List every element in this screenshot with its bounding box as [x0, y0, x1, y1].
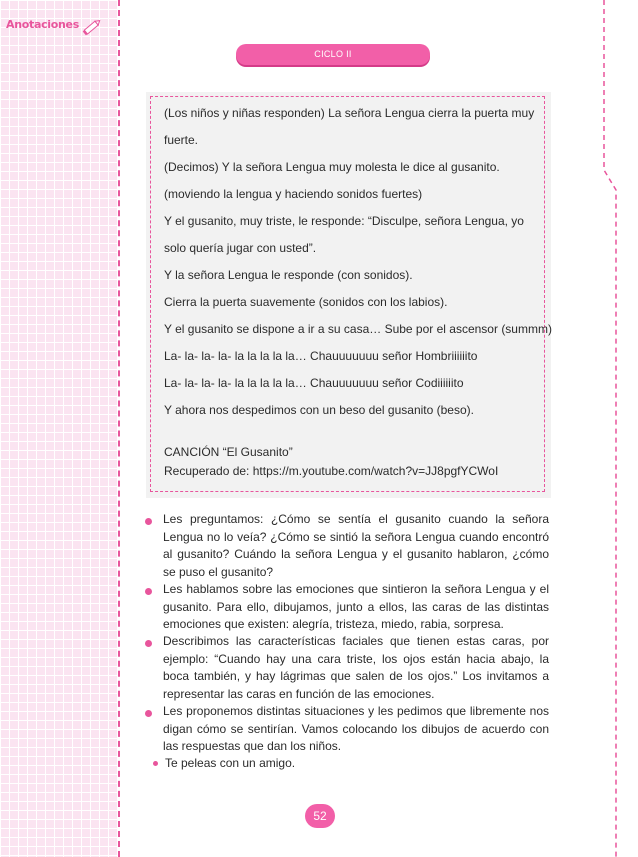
song-source: Recuperado de: https://m.youtube.com/watch?v=JJ8pgfYCWoI — [164, 464, 499, 478]
story-line: fuerte. — [164, 133, 199, 147]
bullet-text: Les proponemos distintas situaciones y les pedimos que libremente nos digan cómo se sentirían. Vamos colocando los dibujos de acuerdo con las respuestas que dan los niños. — [163, 704, 549, 753]
bullet-dot — [145, 588, 152, 595]
story-line: La- la- la- la- la la la la la… Chauuuuuuu señor Codiiiiiito — [164, 376, 464, 390]
bullet-dot — [145, 640, 152, 647]
story-line: (Los niños y niñas responden) La señora Lengua cierra la puerta muy — [164, 106, 535, 120]
story-box-border — [150, 96, 545, 492]
story-line: (moviendo la lengua y haciendo sonidos fuertes) — [164, 187, 423, 201]
story-line: solo quería jugar con usted”. — [164, 241, 317, 255]
margin-divider — [118, 0, 120, 857]
story-line: Y ahora nos despedimos con un beso del gusanito (beso). — [164, 403, 474, 417]
page-number: 52 — [313, 809, 327, 823]
sub-bullet-dot — [153, 761, 158, 766]
bullet-dot — [145, 518, 152, 525]
story-line: La- la- la- la- la la la la la… Chauuuuuuu señor Hombriiiiiito — [164, 349, 478, 363]
page-number-badge — [305, 804, 335, 828]
notes-title: Anotaciones — [6, 18, 79, 31]
bullet-text: Describimos las características faciales que tienen estas caras, por ejemplo: “Cuando hay una cara triste, los ojos están hacia abajo, la boca también, y hay lágrimas que salen de los ojos.” Los invitamos a representar las caras en función de las emociones. — [163, 634, 549, 701]
story-line: Y la señora Lengua le responde (con sonidos). — [164, 268, 413, 282]
sub-bullet-text: Te peleas con un amigo. — [165, 756, 296, 770]
cycle-label: CICLO II — [314, 49, 352, 59]
story-line: (Decimos) Y la señora Lengua muy molesta le dice al gusanito. — [164, 160, 500, 174]
story-line: Cierra la puerta suavemente (sonidos con los labios). — [164, 295, 448, 309]
song-title: CANCIÓN “El Gusanito” — [164, 445, 293, 459]
pencil-icon — [81, 16, 103, 38]
bullet-dot — [145, 710, 152, 717]
story-line: Y el gusanito se dispone a ir a su casa… Sube por el ascensor (summm) — [164, 322, 552, 336]
cycle-badge — [236, 44, 430, 65]
notes-margin — [0, 0, 118, 857]
bullet-text: Les hablamos sobre las emociones que sintieron la señora Lengua y el gusanito. Para ello, dibujamos, junto a ellos, las caras de las distintas emociones que existen: alegría, tristeza, miedo, rabia, sorpresa. — [163, 582, 549, 631]
right-dashed-bracket — [602, 0, 620, 857]
bullet-text: Les preguntamos: ¿Cómo se sentía el gusanito cuando la señora Lengua no lo veía? ¿Cómo se sintió la señora Lengua cuando encontró al gusanito? Cuándo la señora Lengua y el gusanito hablaron, ¿cómo se puso el gusanito? — [163, 512, 549, 579]
story-line: Y el gusanito, muy triste, le responde: “Disculpe, señora Lengua, yo — [164, 214, 524, 228]
